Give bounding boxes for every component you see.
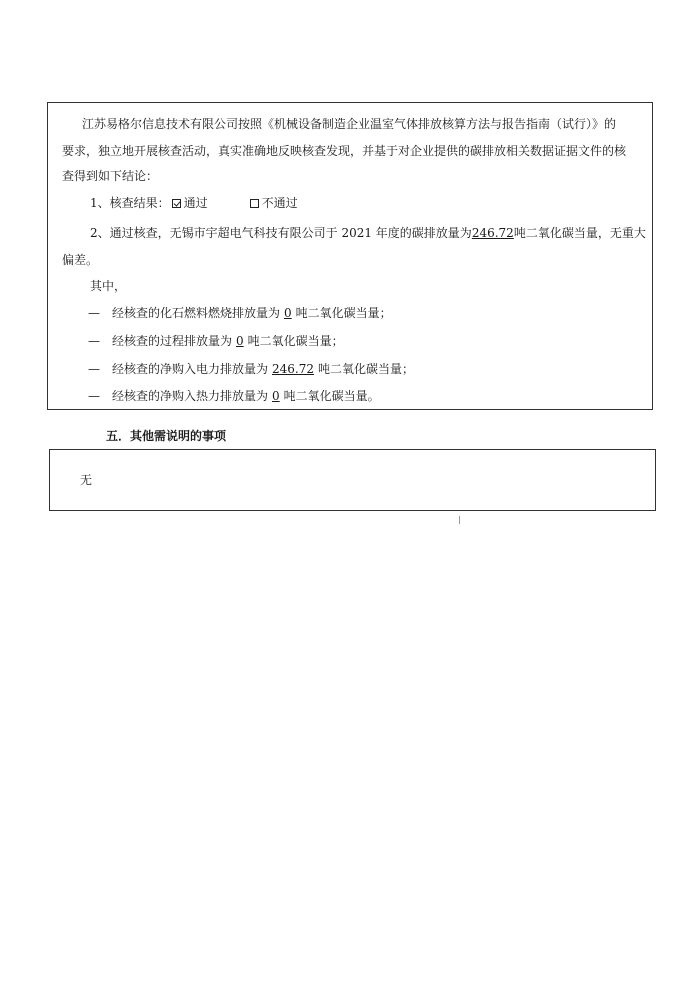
conclusion-suffix: 吨二氧化碳当量，无重大: [513, 226, 646, 240]
item-prefix: 经核查的净购入电力排放量为: [112, 362, 269, 376]
conclusion-statement: [90, 226, 646, 240]
other-matters-content: 无: [80, 473, 93, 487]
item-value: 0: [284, 306, 292, 320]
item-suffix: 吨二氧化碳当量。: [283, 389, 380, 403]
item-suffix: 吨二氧化碳当量；: [318, 362, 415, 376]
conclusion-para-line-1: 江苏易格尔信息技术有限公司按照《机械设备制造企业温室气体排放核算方法与报告指南（试行）》的: [82, 117, 617, 131]
conclusion-prefix: 2、通过核查，无锡市宇超电气科技有限公司于 2021 年度的碳排放量为: [90, 226, 472, 240]
item-dash: —: [88, 389, 100, 403]
item-dash: —: [88, 362, 100, 376]
among-label: 其中，: [90, 279, 127, 293]
item-suffix: 吨二氧化碳当量；: [295, 306, 392, 320]
fail-label: 不通过: [261, 196, 298, 210]
conclusion-statement-line-2: 偏差。: [62, 253, 99, 267]
item-prefix: 经核查的过程排放量为: [112, 334, 233, 348]
conclusion-para-line-2: 要求，独立地开展核查活动，真实准确地反映核查发现，并基于对企业提供的碳排放相关数据证据文件的核: [62, 144, 627, 158]
pass-checkbox-icon: [172, 199, 181, 208]
scan-speck: [459, 516, 463, 524]
item-suffix: 吨二氧化碳当量；: [247, 334, 344, 348]
item-dash: —: [88, 306, 100, 320]
emission-item: [88, 362, 414, 376]
item-value: 0: [236, 334, 244, 348]
item-dash: —: [88, 334, 100, 348]
result-prefix: 1、核查结果：: [90, 196, 170, 210]
fail-checkbox-icon: [250, 199, 259, 208]
other-matters-box: [49, 449, 656, 511]
pass-label: 通过: [183, 196, 208, 210]
item-prefix: 经核查的净购入热力排放量为: [112, 389, 269, 403]
section-5-title: 五．其他需说明的事项: [106, 429, 227, 443]
item-value: 246.72: [272, 362, 315, 376]
total-emission-value: 246.72: [471, 226, 514, 240]
item-prefix: 经核查的化石燃料燃烧排放量为: [112, 306, 281, 320]
emission-item: [88, 306, 392, 320]
emission-item: [88, 389, 380, 403]
emission-item: [88, 334, 344, 348]
conclusion-para-line-3: 查得到如下结论：: [62, 169, 159, 183]
item-value: 0: [272, 389, 280, 403]
verification-result-row: [90, 196, 298, 210]
